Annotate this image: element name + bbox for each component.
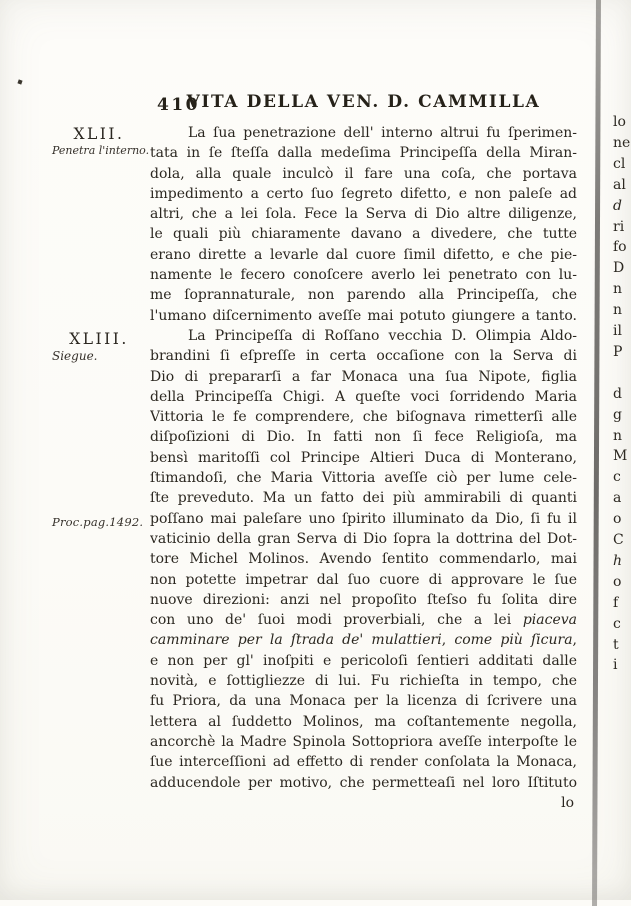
ink-speck [17, 79, 22, 84]
text-segment: brandini ſi eſpreſſe in certa occaſione con la Serva di [150, 348, 577, 365]
page-title: VITA DELLA VEN. D. CAMMILLA [186, 92, 541, 112]
text-segment: novità, e ſottigliezze di lui. Fu richieſta in tempo, che [150, 673, 577, 690]
text-segment: bensì maritoſſi col Principe Altieri Duca di Monterano, [150, 449, 577, 466]
facing-page-fragment: n [613, 281, 623, 298]
text-segment: vaticinio della gran Serva di Dio ſopra la dottrina del Dot- [150, 530, 577, 547]
facing-page-fragment: n [613, 427, 623, 444]
text-segment: impedimento a certo ſuo ſegreto difetto, e non paleſe ad [150, 185, 577, 202]
facing-page-fragment: ne [613, 134, 631, 151]
text-segment: altri, che a lei ſola. Fece la Serva di Dio altre diligenze, [150, 206, 577, 223]
text-line [150, 509, 577, 529]
text-line [150, 123, 577, 143]
facing-page-fragment: t [613, 636, 619, 653]
text-line [150, 773, 577, 793]
facing-page-fragment: a [613, 490, 622, 507]
text-line [150, 712, 577, 732]
text-segment: dola, alla quale inculcò il fare una coſa, che portava [150, 165, 577, 182]
margin-note-number: XLII. [73, 125, 125, 143]
facing-page-fragment: c [613, 615, 621, 632]
text-segment: ſte preveduto. Ma un fatto dei più ammirabili di quanti [150, 490, 577, 507]
text-line [150, 570, 577, 590]
facing-page-fragment: c [613, 469, 621, 486]
text-line [150, 671, 577, 691]
text-block [150, 123, 577, 793]
text-line [150, 224, 577, 244]
text-segment: adducendole per motivo, che permetteaſi nel loro Iſtituto [150, 774, 577, 791]
facing-page-fragment: lo [613, 114, 626, 130]
text-line [150, 407, 577, 427]
facing-page-fragment: cl [613, 155, 626, 172]
text-segment: La ſua penetrazione dell' interno altrui fu ſperimen- [188, 125, 577, 141]
text-line [150, 265, 577, 285]
text-segment: , [441, 632, 455, 649]
text-line [150, 387, 577, 407]
text-line [150, 610, 577, 630]
text-segment: , [572, 632, 577, 649]
margin-note-xlii [52, 125, 150, 157]
page-gutter-edge [592, 0, 601, 906]
text-segment: e non per gl' inoſpiti e pericoloſi ſentieri additati dalle [150, 652, 577, 669]
facing-page-fragment: al [613, 176, 626, 193]
text-segment: piaceva [522, 612, 577, 629]
facing-page-fragment: fo [613, 239, 627, 256]
text-segment: Vittoria le fe comprendere, che biſognava rimetterſi alle [150, 409, 577, 426]
text-line [150, 691, 577, 711]
text-segment: me ſoprannaturale, non parendo alla Principeſſa, che [150, 287, 577, 304]
text-line [150, 306, 577, 326]
text-segment: con uno de' ſuoi modi proverbiali, che a lei [150, 612, 523, 629]
text-line [150, 651, 577, 671]
text-line [150, 752, 577, 772]
text-segment: ancorchè la Madre Spinola Sottopriora aveſſe interpoſte le [150, 733, 577, 750]
text-segment: tore Michel Molinos. Avendo ſentito commendarlo, mai [150, 551, 577, 568]
margin-note-label: Proc.pag.1492. [52, 515, 144, 529]
text-line [150, 468, 577, 488]
margin-note-number: XLIII. [69, 330, 129, 348]
text-line [150, 732, 577, 752]
text-segment: La Principeſſa di Roſſano vecchia D. Olimpia Aldo- [188, 327, 577, 344]
text-line [150, 143, 577, 163]
facing-page-fragment: g [613, 406, 622, 423]
facing-page-fragment: C [613, 532, 624, 548]
text-line [150, 529, 577, 549]
page-number: 410 [157, 95, 200, 115]
margin-note-xliii [52, 330, 146, 363]
facing-page-fragment: n [613, 302, 623, 319]
facing-page-fragment: il [613, 323, 622, 339]
facing-page-fragment: i [613, 657, 618, 674]
margin-note-citation [52, 514, 146, 529]
text-segment: Dio di prepararſi a far Monaca una ſua Nipote, figlia [150, 368, 577, 385]
text-segment: ſtimandoſi, che Maria Vittoria aveſſe ciò per lume cele- [150, 470, 577, 487]
text-segment: poſſano mai paleſare uno ſpirito illuminato da Dio, ſi fu il [150, 510, 577, 527]
text-line [150, 346, 577, 366]
text-segment: come più ſicura [454, 632, 573, 649]
text-segment: erano dirette a levarle dal cuore ſimil difetto, e che pie- [150, 246, 577, 263]
facing-page-fragment: h [613, 552, 623, 569]
margin-note-label: Siegue. [52, 349, 98, 363]
facing-page-fragment: P [613, 343, 623, 360]
text-line [150, 630, 577, 650]
text-segment: le quali più chiaramente davano a divedere, che tutte [150, 226, 577, 243]
text-line [150, 184, 577, 204]
text-segment: diſpoſizioni di Dio. In fatti non ſi fece Religioſa, ma [150, 429, 577, 446]
catchword: lo [561, 795, 574, 811]
text-line [150, 590, 577, 610]
facing-page-fragment: o [613, 511, 622, 528]
facing-page-fragment: o [613, 573, 622, 590]
text-line [150, 488, 577, 508]
text-line [150, 245, 577, 265]
text-segment: della Principeſſa Chigi. A queſte voci ſorridendo Maria [150, 388, 577, 405]
text-line [150, 367, 577, 387]
facing-page-fragment: ri [613, 218, 625, 235]
text-segment: namente le fecero conoſcere averlo lei penetrato con lu- [150, 267, 577, 284]
facing-page-fragment: D [613, 260, 625, 277]
text-line [150, 448, 577, 468]
text-segment: non potette impetrar dal ſuo cuore di approvare le ſue [150, 571, 577, 588]
text-line [150, 164, 577, 184]
text-line [150, 549, 577, 569]
text-segment: ſue interceſſioni ad effetto di render conſolata la Monaca, [150, 754, 577, 771]
text-segment: nuove direzioni: anzi nel propoſito ſteſso fu ſolita dire [150, 591, 577, 608]
facing-page-fragment: M [613, 448, 628, 465]
text-line [150, 204, 577, 224]
text-line [150, 326, 577, 346]
facing-page-fragment [613, 363, 631, 383]
facing-page-fragment: d [613, 385, 622, 402]
text-segment: l'umano diſcernimento aveſſe mai potuto giungere a tanto. [150, 307, 577, 324]
text-line [150, 427, 577, 447]
text-segment: tata in ſe ſteſſa dalla medeſima Principeſſa della Miran- [150, 145, 577, 162]
margin-note-label: Penetra l'interno. [52, 144, 150, 157]
text-line [150, 285, 577, 305]
text-segment: fu Priora, da una Monaca per la licenza di ſcrivere una [150, 693, 577, 710]
text-segment: camminare per la ſtrada de' mulattieri [150, 632, 442, 649]
facing-page-fragment: d [613, 197, 622, 214]
text-segment: lettera al ſuddetto Molinos, ma coſtantemente negolla, [150, 713, 577, 730]
facing-page-fragment: f [613, 594, 619, 611]
